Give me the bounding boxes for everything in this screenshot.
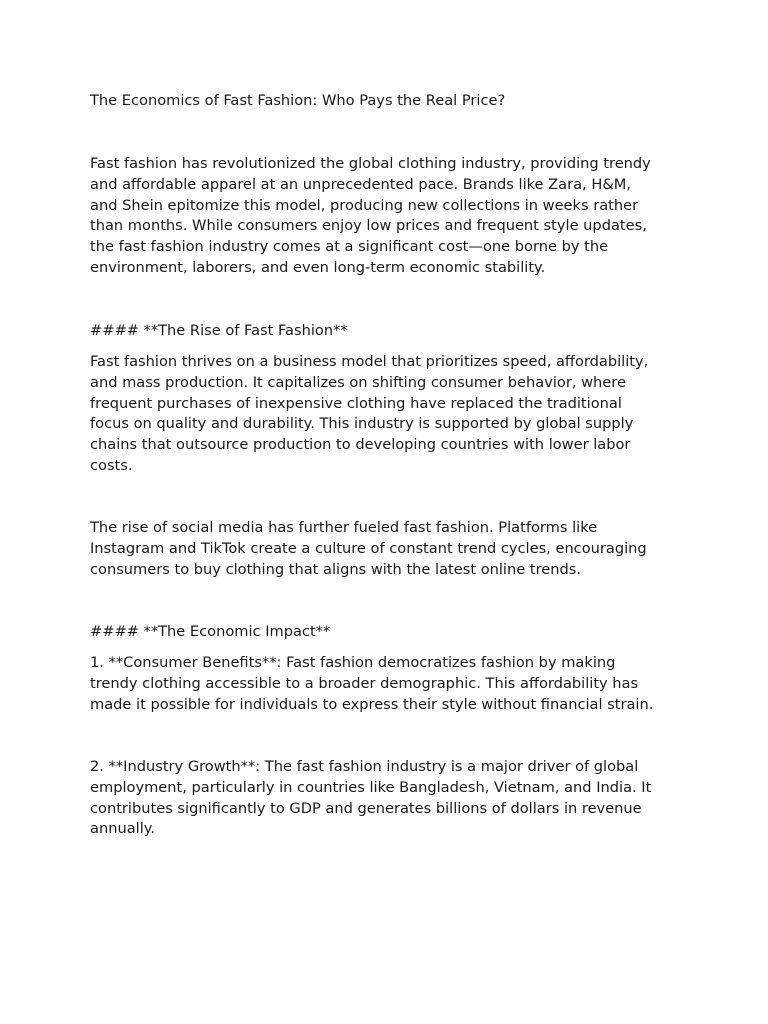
rise-paragraph-1: Fast fashion thrives on a business model that prioritizes speed, affordability, and mass production. It capitalizes on shifting consumer behavior, where frequent purchases of inexpensive clothing have replaced the traditional focus on quality and durability. This industry is supported by global supply chains that outsource production to developing countries with lower labor costs. — [90, 353, 649, 474]
impact-item-1: 1. **Consumer Benefits**: Fast fashion democratizes fashion by making trendy clothing accessible to a broader demographic. This affordability has made it possible for individuals to express their style without financial strain. — [90, 654, 654, 713]
impact-item-2: 2. **Industry Growth**: The fast fashion industry is a major driver of global employment, particularly in countries like Bangladesh, Vietnam, and India. It contributes significantly to GDP and generates billions of dollars in revenue annually. — [90, 758, 652, 838]
section-heading-impact: #### **The Economic Impact** — [90, 623, 331, 640]
intro-paragraph: Fast fashion has revolutionized the global clothing industry, providing trendy and affordable apparel at an unprecedented pace. Brands like Zara, H&M, and Shein epitomize this model, producing new collections in weeks rather than months. While consumers enjoy low prices and frequent style updates, the fast fashion industry comes at a significant cost—one borne by the environment, laborers, and even long-term economic stability. — [90, 155, 651, 276]
document-title: The Economics of Fast Fashion: Who Pays the Real Price? — [90, 92, 506, 109]
section-heading-rise: #### **The Rise of Fast Fashion** — [90, 322, 348, 339]
rise-paragraph-2: The rise of social media has further fueled fast fashion. Platforms like Instagram and TikTok create a culture of constant trend cycles, encouraging consumers to buy clothing that aligns with the latest online trends. — [90, 519, 647, 578]
